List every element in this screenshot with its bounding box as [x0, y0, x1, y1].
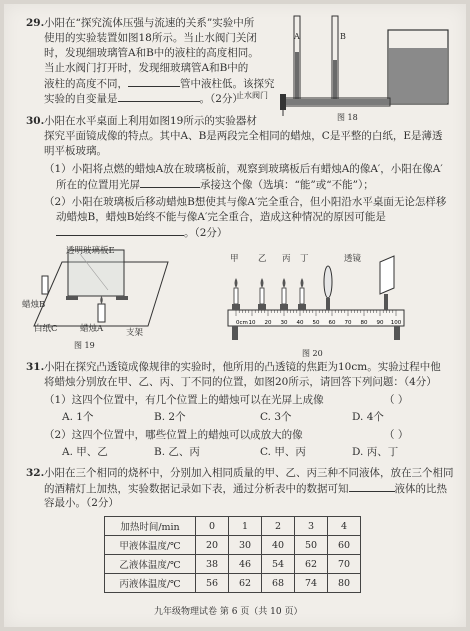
- q32-data-table: [104, 516, 361, 593]
- ruler-label: 50: [312, 320, 320, 326]
- flame-icon: [301, 278, 304, 288]
- page-footer: 九年级物理试卷 第 6 页（共 10 页）: [154, 607, 303, 617]
- fig20-label-bing: 丙: [282, 254, 291, 264]
- table-cell: 54: [262, 555, 295, 574]
- q31-sub2-option-d[interactable]: D. 丙、丁: [352, 446, 399, 458]
- q31-line-1: 小阳在探究凸透镜成像规律的实验时，他所用的凸透镜的焦距为10cm。实验过程中他: [44, 361, 441, 373]
- q29-line-6-a: 实验的自变量是: [44, 93, 118, 105]
- q31-sub2-option-c[interactable]: C. 甲、丙: [260, 446, 306, 458]
- fig18-label-valve: 止水阀门: [236, 91, 268, 100]
- q29-line-5-b: 管中液柱低。该探究: [180, 78, 275, 90]
- q31-sub2-text: （2）这四个位置中，哪些位置上的蜡烛可以成放大的像: [44, 429, 303, 441]
- q29-line-5-a: 液柱的高度不同，: [44, 78, 128, 90]
- q31-line-2: 将蜡烛分别放在甲、乙、丙、丁不同的位置，如图20所示，请回答下列问题：（4分）: [44, 376, 437, 388]
- fig19-paper-label: 白纸C: [34, 324, 58, 334]
- q30-answer-blank-1[interactable]: [140, 177, 200, 188]
- q31-sub1-option-c[interactable]: C. 3个: [260, 411, 292, 423]
- q31-sub2-option-a[interactable]: A. 甲、乙: [62, 446, 108, 458]
- fig20-label-jia: 甲: [230, 254, 239, 264]
- q29-line-6: [44, 91, 243, 106]
- q29-line-3: 时，发现细玻璃管A和B中的液柱的高度相同。: [44, 47, 259, 59]
- flame-icon: [100, 296, 103, 304]
- fig19-candle-b-label: 蜡烛B: [22, 300, 46, 310]
- fig20-label-yi: 乙: [258, 254, 267, 264]
- q32-line-2: [44, 481, 447, 496]
- flame-icon: [261, 278, 264, 288]
- ruler-label: 30: [280, 320, 288, 326]
- q29-line-5: [44, 76, 275, 91]
- q29-answer-blank-1[interactable]: [128, 76, 180, 87]
- table-row: [105, 574, 361, 593]
- table-header-cell: 1: [229, 517, 262, 536]
- q30-line-2: 探究平面镜成像的特点。其中A、B是两段完全相同的蜡烛，C是平整的白纸，E是薄透: [44, 130, 443, 142]
- table-header-cell: 0: [196, 517, 229, 536]
- q31-sub1-option-a[interactable]: A. 1个: [62, 411, 94, 423]
- q29-line-6-b: 。（2分）: [199, 93, 243, 105]
- table-cell: 62: [229, 574, 262, 593]
- q31-sub1-paren[interactable]: （ ）: [384, 394, 409, 406]
- q30-sub1-line-2: [56, 177, 374, 192]
- candle-1: [260, 288, 264, 304]
- candle-holder-1: [258, 304, 266, 310]
- table-cell: 乙液体温度/℃: [105, 555, 196, 574]
- q30-sub2-c: 。（2分）: [184, 227, 228, 239]
- valve-icon: [280, 94, 286, 110]
- candle-0: [234, 288, 238, 304]
- q31-sub2-option-b[interactable]: B. 乙、丙: [154, 446, 200, 458]
- q32-number: 32.: [26, 467, 45, 479]
- q29-line-4: 当止水阀门打开时，发现细玻璃管A和B中的: [44, 62, 249, 74]
- table-header-row: [105, 517, 361, 536]
- figure-18: [276, 10, 466, 118]
- q32-line-1: 小阳在三个相同的烧杯中，分别加入相同质量的甲、乙、丙三种不同液体，放在三个相同: [44, 467, 454, 479]
- fig20-caption: 图 20: [302, 349, 323, 358]
- q31-number: 31.: [26, 361, 45, 373]
- q30-number: 30.: [26, 115, 45, 127]
- ruler-label: 80: [360, 320, 368, 326]
- table-cell: 74: [295, 574, 328, 593]
- q30-sub2-line-1: （2）小阳在玻璃板后移动蜡烛B想使其与像A′完全重合，但小阳沿水平桌面无论怎样移: [44, 196, 447, 208]
- q30-sub2-line-3: [56, 225, 227, 240]
- candle-holder-0: [232, 304, 240, 310]
- q32-line-2-a: 的酒精灯上加热，实验数据记录如下表，通过分析表中的数据可知: [44, 483, 349, 495]
- q30-line-1: 小阳在水平桌面上利用如图19所示的实验器材: [44, 115, 257, 127]
- table-cell: 60: [328, 536, 361, 555]
- table-cell: 46: [229, 555, 262, 574]
- ruler-label: 100: [390, 320, 402, 326]
- q29-answer-blank-2[interactable]: [118, 91, 200, 102]
- table-cell: 40: [262, 536, 295, 555]
- q30-line-3: 明平板玻璃。: [44, 145, 107, 157]
- table-cell: 56: [196, 574, 229, 593]
- q30-answer-blank-2[interactable]: [56, 225, 184, 236]
- table-cell: 30: [229, 536, 262, 555]
- q31-sub1-option-d[interactable]: D. 4个: [352, 411, 384, 423]
- ruler-label: 0cm: [236, 320, 248, 326]
- q31-sub2-paren[interactable]: （ ）: [384, 429, 409, 441]
- flame-icon: [235, 278, 238, 288]
- fig20-label-ding: 丁: [300, 254, 309, 264]
- fig19-caption: 图 19: [74, 341, 95, 350]
- q31-sub1-option-b[interactable]: B. 2个: [154, 411, 186, 423]
- fig18-label-a: A: [294, 32, 300, 41]
- table-cell: 甲液体温度/℃: [105, 536, 196, 555]
- table-header-cell: 3: [295, 517, 328, 536]
- table-cell: 50: [295, 536, 328, 555]
- exam-page: [4, 4, 466, 627]
- fig20-lens-label: 透镜: [344, 254, 362, 264]
- candle-holder-3: [298, 304, 306, 310]
- table-header-cell: 2: [262, 517, 295, 536]
- q32-answer-blank[interactable]: [349, 481, 395, 492]
- ruler-label: 20: [264, 320, 272, 326]
- ruler-label: 60: [328, 320, 336, 326]
- table-row: [105, 555, 361, 574]
- ruler-label: 40: [296, 320, 304, 326]
- table-cell: 68: [262, 574, 295, 593]
- fig18-label-b: B: [340, 32, 346, 41]
- q29-line-1: 小阳在“探究流体压强与流速的关系”实验中所: [44, 17, 255, 29]
- table-cell: 丙液体温度/℃: [105, 574, 196, 593]
- table-cell: 70: [328, 555, 361, 574]
- ruler-label: 70: [344, 320, 352, 326]
- fig18-caption: 图 18: [337, 113, 358, 122]
- fig19-candle-a-label: 蜡烛A: [80, 324, 104, 334]
- table-header-cell: 加热时间/min: [105, 517, 196, 536]
- table-row: [105, 536, 361, 555]
- q30-sub1-a: 所在的位置用光屏: [56, 179, 140, 191]
- table-cell: 20: [196, 536, 229, 555]
- q29-number: 29.: [26, 17, 45, 29]
- ruler-label: 10: [248, 320, 256, 326]
- figure-20: [218, 252, 414, 346]
- flame-icon: [283, 278, 286, 288]
- q30-sub2-line-2: 动蜡烛B，蜡烛B始终不能与像A′完全重合，造成这种情况的原因可能是: [56, 211, 386, 223]
- fig19-glass-label: 透明玻璃板E: [66, 246, 115, 256]
- lens-icon: [324, 266, 332, 298]
- table-cell: 62: [295, 555, 328, 574]
- q31-sub1-text: （1）这四个位置中，有几个位置上的蜡烛可以在光屏上成像: [44, 394, 324, 406]
- table-header-cell: 4: [328, 517, 361, 536]
- q32-line-2-b: 液体的比热: [394, 483, 447, 495]
- q29-line-2: 使用的实验装置如图18所示。当止水阀门关闭: [44, 32, 257, 44]
- q32-line-3: 容最小。（2分）: [44, 497, 119, 509]
- table-cell: 38: [196, 555, 229, 574]
- ruler-label: 90: [376, 320, 384, 326]
- candle-3: [300, 288, 304, 304]
- q30-sub1-line-1: （1）小阳将点燃的蜡烛A放在玻璃板前，观察到玻璃板后有蜡烛A的像A′，小阳在像A′: [44, 163, 443, 175]
- fig19-stand-label: 支架: [126, 328, 144, 338]
- candle-2: [282, 288, 286, 304]
- q30-sub1-b: 承接这个像（选填：“能”或“不能”）；: [200, 179, 374, 191]
- table-cell: 80: [328, 574, 361, 593]
- candle-holder-2: [280, 304, 288, 310]
